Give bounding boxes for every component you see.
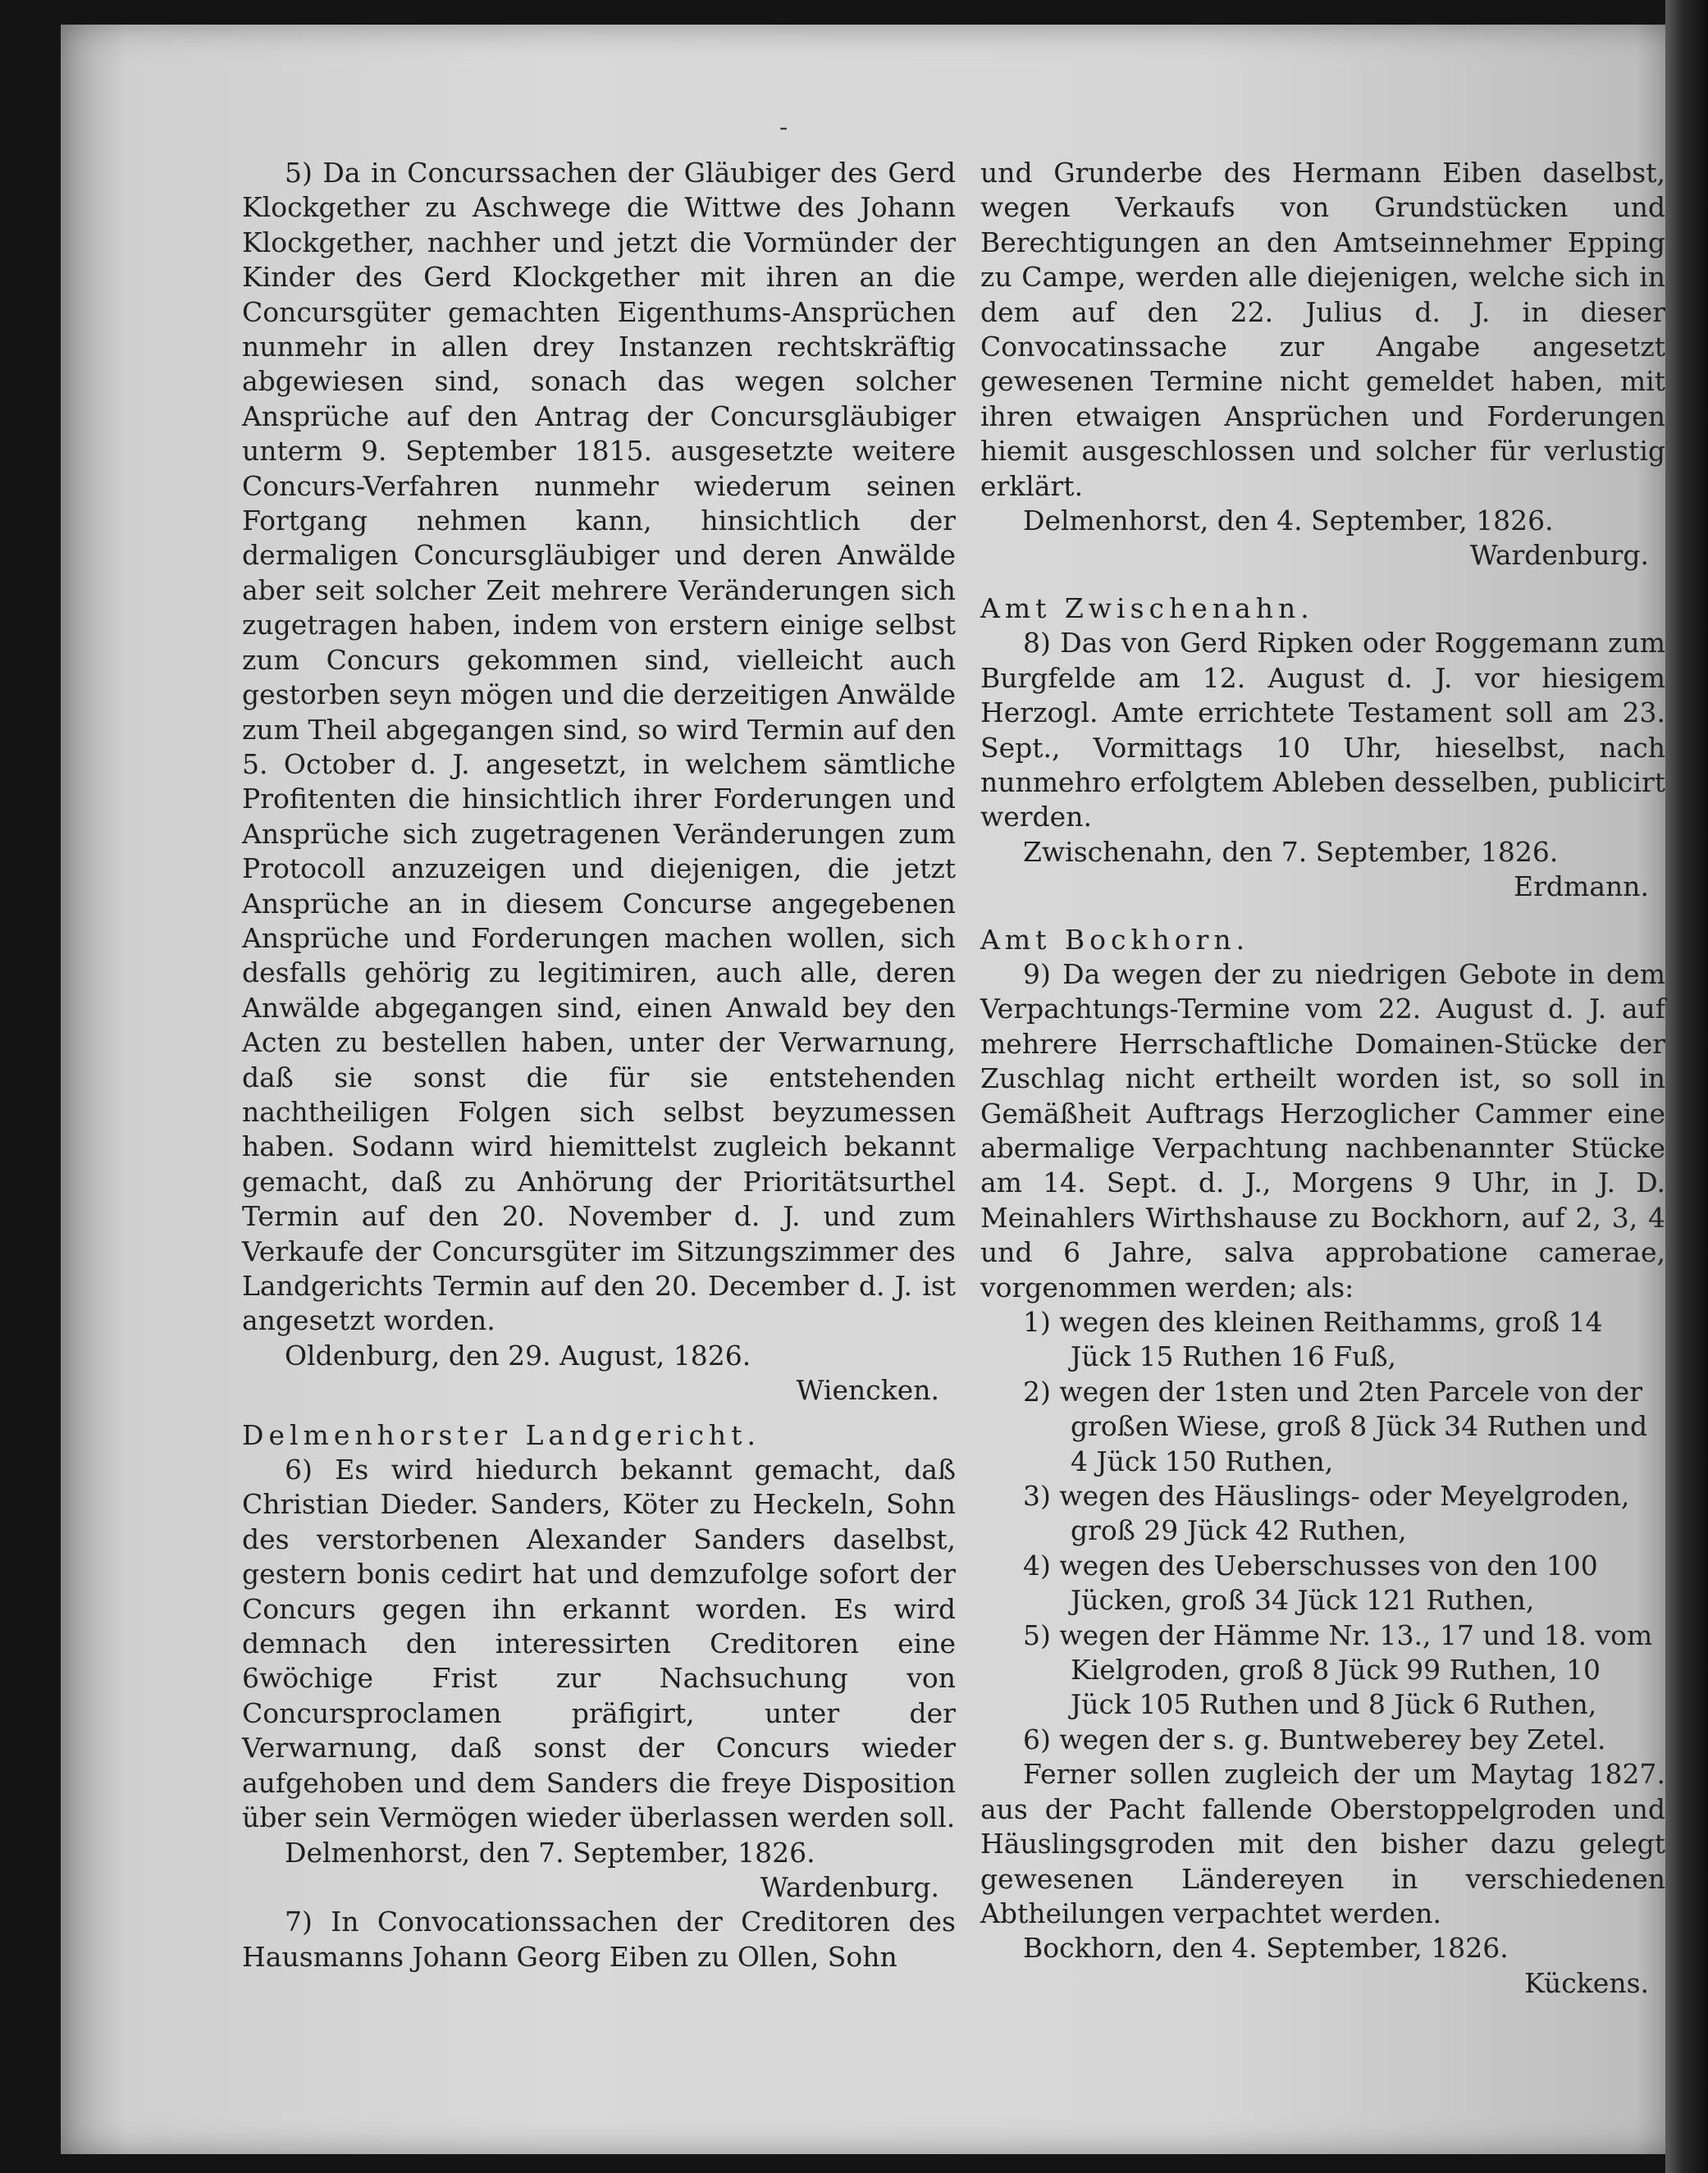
list-item: 2) wegen der 1sten und 2ten Parcele von der großen Wiese, groß 8 Jück 34 Ruthen und 4 Jück 150 Ruthen, — [1023, 1375, 1648, 1477]
list-item: 5) wegen der Hämme Nr. 13., 17 und 18. vom Kielgroden, groß 8 Jück 99 Ruthen, 10 Jück 105 Ruthen und 8 Jück 6 Ruthen, — [1023, 1618, 1653, 1721]
section-heading-bockhorn: Amt Bockhorn. — [980, 923, 1250, 956]
notice-6: 6) Es wird hiedurch bekannt gemacht, daß Christian Dieder. Sanders, Köter zu Heckeln, Sohn des verstorbenen Alexander Sanders daselbst, gestern bonis cedirt hat und demzufolge sofort der Concurs gegen ihn erkannt worden. Es wird demnach den interessirten Creditoren eine 6wöchige Frist zur Nachsuchung von Concursproclamen präfigirt, unter der Verwarnung, daß sonst der Concurs wieder aufgehoben und dem Sanders die freye Disposition über sein Vermögen wieder überlassen werden soll. — [242, 1454, 956, 1834]
page-mark: - — [779, 113, 788, 142]
section-heading-zwischenahn: Amt Zwischenahn. — [980, 591, 1314, 624]
notice-5-place-date: Oldenburg, den 29. August, 1826. — [285, 1339, 751, 1372]
notice-9: 9) Da wegen der zu niedrigen Gebote in dem Verpachtungs-Termine vom 22. August d. J. auf mehrere Herrschaftliche Domainen-Stücke der Zuschlag nicht ertheilt worden ist, so soll in Gemäßheit Auftrags Herzoglicher Cammer eine abermalige Verpachtung nachbenannter Stücke am 14. Sept. d. J., Morgens 9 Uhr, in J. D. Meinahlers Wirthshause zu Bockhorn, auf 2, 3, 4 und 6 Jahre, salva approbatione camerae, vorgenommen werden; als: — [980, 957, 1665, 1303]
notice-8-signature: Erdmann. — [1514, 870, 1649, 903]
notice-7-place-date: Delmenhorst, den 4. September, 1826. — [1023, 504, 1554, 537]
notice-9-continued: Ferner sollen zugleich der um Maytag 1827. aus der Pacht fallende Oberstoppelgroden und Häuslingsgroden mit den bisher dazu gelegt gewesenen Ländereyen in verschiedenen Abtheilungen verpachtet werden. — [980, 1758, 1665, 1929]
list-item: 3) wegen des Häuslings- oder Meyelgroden, groß 29 Jück 42 Ruthen, — [1023, 1480, 1630, 1547]
notice-7-signature: Wardenburg. — [1469, 539, 1649, 572]
notice-7-continued: und Grunderbe des Hermann Eiben daselbst, wegen Verkaufs von Grundstücken und Berechtigungen an den Amtseinnehmer Epping zu Campe, werden alle diejenigen, welche sich in dem auf den 22. Julius d. J. in dieser Convocatinssache zur Angabe angesetzt gewesenen Termine nicht gemeldet haben, mit ihren etwaigen Ansprüchen und Forderungen hiemit ausgeschlossen und solcher für verlustig erklärt. — [980, 157, 1665, 502]
list-item: 6) wegen der s. g. Buntweberey bey Zetel. — [1023, 1723, 1606, 1755]
notice-9-place-date: Bockhorn, den 4. September, 1826. — [1023, 1932, 1509, 1965]
right-column — [980, 156, 1665, 2001]
list-item: 1) wegen des kleinen Reithamms, groß 14 Jück 15 Ruthen 16 Fuß, — [1023, 1306, 1603, 1373]
list-item: 4) wegen des Ueberschusses von den 100 Jücken, groß 34 Jück 121 Ruthen, — [1023, 1549, 1598, 1617]
notice-7-start: 7) In Convocationssachen der Creditoren des Hausmanns Johann Georg Eiben zu Ollen, Sohn — [242, 1906, 956, 1973]
book-spine — [1665, 0, 1708, 2173]
section-heading-delmenhorst: Delmenhorster Landgericht. — [242, 1418, 760, 1451]
notice-5-signature: Wiencken. — [796, 1374, 939, 1407]
left-column — [242, 156, 956, 1974]
notice-5: 5) Da in Concurssachen der Gläubiger des Gerd Klockgether zu Aschwege die Wittwe des Johann Klockgether, nachher und jetzt die Vormünder der Kinder des Gerd Klockgether mit ihren an die Concursgüter gemachten Eigenthums-Ansprüchen nunmehr in allen drey Instanzen rechtskräftig abgewiesen sind, sonach das wegen solcher Ansprüche auf den Antrag der Concursgläubiger unterm 9. September 1815. ausgesetzte weitere Concurs-Verfahren nunmehr wiederum seinen Fortgang nehmen kann, hinsichtlich der dermaligen Concursgläubiger und deren Anwälde aber seit solcher Zeit mehrere Veränderungen sich zugetragen haben, indem von erstern einige selbst zum Concurs gekommen sind, vielleicht auch gestorben seyn mögen und die derzeitigen Anwälde zum Theil abgegangen sind, so wird Termin auf den 5. October d. J. angesetzt, in welchem sämtliche Profitenten die hinsichtlich ihrer Forderungen und Ansprüche sich zugetragenen Veränderungen zum Protocoll anzuzeigen und diejenigen, die jetzt Ansprüche an in diesem Concurse angegebenen Ansprüche und Forderungen machen wollen, sich desfalls gehörig zu legitimiren, auch alle, deren Anwälde abgegangen sind, einen Anwald bey den Acten zu bestellen haben, unter der Verwarnung, daß sie sonst die für sie entstehenden nachtheiligen Folgen sich selbst beyzumessen haben. Sodann wird hiemittelst zugleich bekannt gemacht, daß zu Anhörung der Prioritätsurthel Termin auf den 20. November d. J. und zum Verkaufe der Concursgüter im Sitzungszimmer des Landgerichts Termin auf den 20. December d. J. ist angesetzt worden. — [242, 157, 956, 1337]
notice-8: 8) Das von Gerd Ripken oder Roggemann zum Burgfelde am 12. August d. J. vor hiesigem Herzogl. Amte errichtete Testament soll am 23. Sept., Vormittags 10 Uhr, hieselbst, nach nunmehro erfolgtem Ableben desselben, publicirt werden. — [980, 627, 1665, 833]
notice-8-place-date: Zwischenahn, den 7. September, 1826. — [1023, 835, 1559, 868]
notice-9-signature: Kückens. — [1524, 1966, 1649, 1999]
notice-6-place-date: Delmenhorst, den 7. September, 1826. — [285, 1836, 815, 1869]
notice-6-signature: Wardenburg. — [760, 1870, 939, 1903]
